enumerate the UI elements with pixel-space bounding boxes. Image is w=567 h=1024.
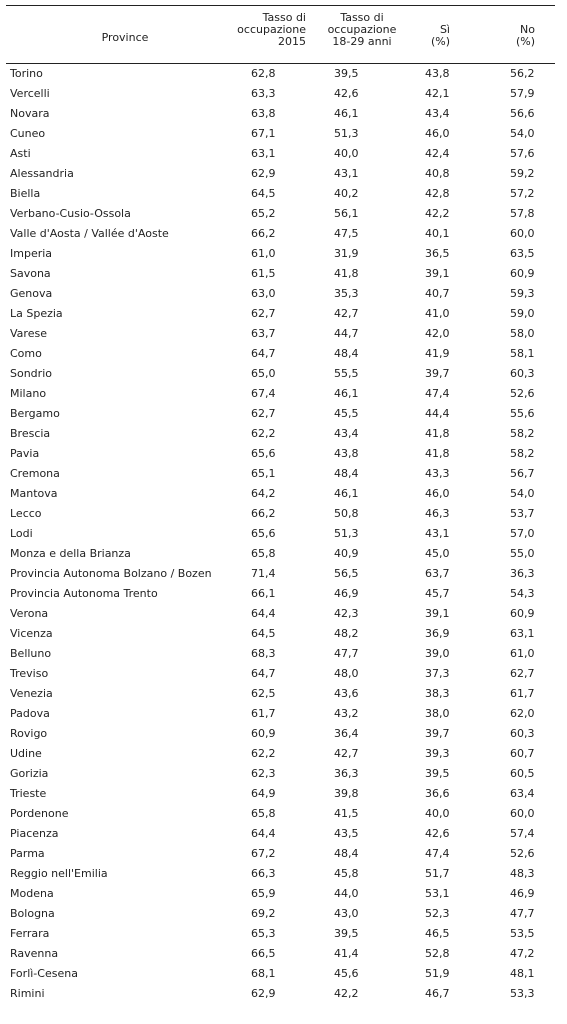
header-province: Province <box>101 31 149 44</box>
no-percent: 54,0 <box>510 127 535 140</box>
no-percent: 56,7 <box>510 467 535 480</box>
table-row <box>0 725 567 745</box>
table-row <box>0 445 567 465</box>
province-name: Verbano-Cusio-Ossola <box>10 207 131 220</box>
table-row <box>0 305 567 325</box>
employment-rate-18-29: 55,5 <box>334 367 359 380</box>
table-row <box>0 525 567 545</box>
no-percent: 57,0 <box>510 527 535 540</box>
employment-rate-2015: 61,5 <box>251 267 276 280</box>
province-name: Ravenna <box>10 947 59 960</box>
table-row <box>0 85 567 105</box>
employment-rate-2015: 65,8 <box>251 807 276 820</box>
province-name: Forlì-Cesena <box>10 967 78 980</box>
employment-rate-18-29: 50,8 <box>334 507 359 520</box>
no-percent: 60,0 <box>510 227 535 240</box>
yes-percent: 47,4 <box>425 387 450 400</box>
no-percent: 63,1 <box>510 627 535 640</box>
yes-percent: 41,0 <box>425 307 450 320</box>
no-percent: 59,2 <box>510 167 535 180</box>
yes-percent: 53,1 <box>425 887 450 900</box>
employment-rate-18-29: 42,7 <box>334 747 359 760</box>
employment-rate-2015: 67,2 <box>251 847 276 860</box>
no-percent: 60,9 <box>510 267 535 280</box>
table-row <box>0 345 567 365</box>
employment-rate-2015: 66,2 <box>251 227 276 240</box>
yes-percent: 63,7 <box>425 567 450 580</box>
yes-percent: 44,4 <box>425 407 450 420</box>
employment-rate-2015: 65,0 <box>251 367 276 380</box>
yes-percent: 38,0 <box>425 707 450 720</box>
employment-rate-2015: 66,1 <box>251 587 276 600</box>
no-percent: 61,0 <box>510 647 535 660</box>
employment-rate-18-29: 47,7 <box>334 647 359 660</box>
yes-percent: 46,7 <box>425 987 450 1000</box>
no-percent: 52,6 <box>510 387 535 400</box>
yes-percent: 39,1 <box>425 607 450 620</box>
yes-percent: 41,9 <box>425 347 450 360</box>
province-name: Savona <box>10 267 51 280</box>
province-name: Verona <box>10 607 49 620</box>
employment-rate-18-29: 39,5 <box>334 927 359 940</box>
table-row <box>0 745 567 765</box>
province-name: Rimini <box>10 987 45 1000</box>
province-name: Modena <box>10 887 54 900</box>
no-percent: 53,7 <box>510 507 535 520</box>
province-name: Piacenza <box>10 827 59 840</box>
province-name: Cuneo <box>10 127 46 140</box>
employment-rate-18-29: 43,2 <box>334 707 359 720</box>
table-row <box>0 185 567 205</box>
employment-rate-2015: 62,5 <box>251 687 276 700</box>
employment-rate-2015: 66,5 <box>251 947 276 960</box>
yes-percent: 40,7 <box>425 287 450 300</box>
table-row <box>0 625 567 645</box>
no-percent: 60,3 <box>510 727 535 740</box>
yes-percent: 46,3 <box>425 507 450 520</box>
yes-percent: 46,5 <box>425 927 450 940</box>
employment-rate-18-29: 39,8 <box>334 787 359 800</box>
employment-rate-2015: 65,3 <box>251 927 276 940</box>
employment-rate-18-29: 42,6 <box>334 87 359 100</box>
employment-rate-18-29: 48,2 <box>334 627 359 640</box>
employment-rate-2015: 62,3 <box>251 767 276 780</box>
table-row <box>0 165 567 185</box>
no-percent: 58,1 <box>510 347 535 360</box>
no-percent: 52,6 <box>510 847 535 860</box>
yes-percent: 52,8 <box>425 947 450 960</box>
province-name: Provincia Autonoma Trento <box>10 587 158 600</box>
employment-rate-18-29: 41,8 <box>334 267 359 280</box>
employment-rate-2015: 64,4 <box>251 827 276 840</box>
employment-rate-2015: 66,2 <box>251 507 276 520</box>
no-percent: 59,3 <box>510 287 535 300</box>
employment-rate-2015: 61,0 <box>251 247 276 260</box>
no-percent: 53,3 <box>510 987 535 1000</box>
employment-rate-18-29: 43,1 <box>334 167 359 180</box>
employment-rate-2015: 63,7 <box>251 327 276 340</box>
no-percent: 63,5 <box>510 247 535 260</box>
employment-rate-2015: 60,9 <box>251 727 276 740</box>
table-row <box>0 365 567 385</box>
employment-rate-2015: 69,2 <box>251 907 276 920</box>
employment-rate-2015: 63,0 <box>251 287 276 300</box>
table-row <box>0 285 567 305</box>
table-row <box>0 405 567 425</box>
table-row <box>0 705 567 725</box>
yes-percent: 43,1 <box>425 527 450 540</box>
employment-rate-18-29: 47,5 <box>334 227 359 240</box>
yes-percent: 43,8 <box>425 67 450 80</box>
table-row <box>0 425 567 445</box>
province-name: Parma <box>10 847 45 860</box>
employment-rate-18-29: 40,0 <box>334 147 359 160</box>
no-percent: 59,0 <box>510 307 535 320</box>
top-rule <box>6 5 555 6</box>
employment-rate-2015: 65,6 <box>251 527 276 540</box>
employment-rate-18-29: 48,4 <box>334 347 359 360</box>
province-name: Pordenone <box>10 807 69 820</box>
yes-percent: 46,0 <box>425 127 450 140</box>
employment-rate-2015: 63,3 <box>251 87 276 100</box>
table-row <box>0 125 567 145</box>
employment-rate-18-29: 48,4 <box>334 467 359 480</box>
province-name: Udine <box>10 747 42 760</box>
no-percent: 60,7 <box>510 747 535 760</box>
yes-percent: 42,8 <box>425 187 450 200</box>
province-name: Como <box>10 347 42 360</box>
province-name: Lodi <box>10 527 33 540</box>
employment-rate-18-29: 46,1 <box>334 487 359 500</box>
yes-percent: 38,3 <box>425 687 450 700</box>
yes-percent: 47,4 <box>425 847 450 860</box>
province-name: Venezia <box>10 687 53 700</box>
employment-rate-2015: 65,6 <box>251 447 276 460</box>
no-percent: 46,9 <box>510 887 535 900</box>
yes-percent: 45,7 <box>425 587 450 600</box>
no-percent: 60,0 <box>510 807 535 820</box>
employment-rate-18-29: 36,4 <box>334 727 359 740</box>
table-row <box>0 485 567 505</box>
yes-percent: 52,3 <box>425 907 450 920</box>
employment-rate-2015: 62,8 <box>251 67 276 80</box>
province-name: Torino <box>10 67 43 80</box>
employment-rate-18-29: 40,9 <box>334 547 359 560</box>
employment-rate-18-29: 43,0 <box>334 907 359 920</box>
no-percent: 53,5 <box>510 927 535 940</box>
province-name: La Spezia <box>10 307 63 320</box>
employment-rate-2015: 67,1 <box>251 127 276 140</box>
no-percent: 55,6 <box>510 407 535 420</box>
province-name: Padova <box>10 707 50 720</box>
yes-percent: 40,1 <box>425 227 450 240</box>
employment-rate-18-29: 48,0 <box>334 667 359 680</box>
province-name: Varese <box>10 327 47 340</box>
employment-rate-18-29: 46,1 <box>334 107 359 120</box>
employment-rate-18-29: 31,9 <box>334 247 359 260</box>
employment-rate-18-29: 43,5 <box>334 827 359 840</box>
table-row <box>0 985 567 1005</box>
province-name: Mantova <box>10 487 58 500</box>
table-row <box>0 785 567 805</box>
no-percent: 57,2 <box>510 187 535 200</box>
no-percent: 58,2 <box>510 427 535 440</box>
table-row <box>0 945 567 965</box>
no-percent: 55,0 <box>510 547 535 560</box>
table-row <box>0 465 567 485</box>
table-row <box>0 385 567 405</box>
province-name: Alessandria <box>10 167 74 180</box>
employment-rate-18-29: 43,6 <box>334 687 359 700</box>
table-row <box>0 965 567 985</box>
employment-rate-18-29: 35,3 <box>334 287 359 300</box>
header-employment-rate-18-29: Tasso di occupazione 18-29 anni <box>327 11 397 48</box>
employment-rate-2015: 68,3 <box>251 647 276 660</box>
employment-rate-18-29: 51,3 <box>334 127 359 140</box>
province-name: Asti <box>10 147 31 160</box>
employment-rate-2015: 62,7 <box>251 407 276 420</box>
no-percent: 54,0 <box>510 487 535 500</box>
yes-percent: 41,8 <box>425 427 450 440</box>
employment-rate-2015: 65,8 <box>251 547 276 560</box>
province-name: Bologna <box>10 907 55 920</box>
yes-percent: 37,3 <box>425 667 450 680</box>
yes-percent: 36,9 <box>425 627 450 640</box>
province-name: Rovigo <box>10 727 48 740</box>
employment-rate-2015: 63,8 <box>251 107 276 120</box>
employment-rate-18-29: 44,7 <box>334 327 359 340</box>
employment-rate-2015: 64,2 <box>251 487 276 500</box>
table-row <box>0 245 567 265</box>
table-row <box>0 65 567 85</box>
yes-percent: 39,1 <box>425 267 450 280</box>
employment-rate-18-29: 56,1 <box>334 207 359 220</box>
province-name: Cremona <box>10 467 60 480</box>
header-employment-rate-2015: Tasso di occupazione 2015 <box>237 11 306 48</box>
province-name: Vercelli <box>10 87 50 100</box>
yes-percent: 39,7 <box>425 367 450 380</box>
employment-rate-2015: 64,7 <box>251 347 276 360</box>
province-name: Lecco <box>10 507 42 520</box>
employment-rate-18-29: 44,0 <box>334 887 359 900</box>
province-name: Vicenza <box>10 627 53 640</box>
employment-rate-2015: 63,1 <box>251 147 276 160</box>
no-percent: 58,0 <box>510 327 535 340</box>
employment-rate-2015: 64,4 <box>251 607 276 620</box>
table-row <box>0 145 567 165</box>
table-row <box>0 665 567 685</box>
employment-rate-2015: 64,9 <box>251 787 276 800</box>
yes-percent: 39,5 <box>425 767 450 780</box>
no-percent: 56,2 <box>510 67 535 80</box>
employment-rate-2015: 66,3 <box>251 867 276 880</box>
employment-rate-18-29: 46,9 <box>334 587 359 600</box>
yes-percent: 46,0 <box>425 487 450 500</box>
employment-rate-2015: 62,2 <box>251 747 276 760</box>
no-percent: 62,0 <box>510 707 535 720</box>
table-row <box>0 905 567 925</box>
yes-percent: 42,6 <box>425 827 450 840</box>
employment-rate-2015: 64,7 <box>251 667 276 680</box>
table-row <box>0 585 567 605</box>
employment-rate-18-29: 40,2 <box>334 187 359 200</box>
employment-rate-2015: 62,7 <box>251 307 276 320</box>
employment-rate-18-29: 45,5 <box>334 407 359 420</box>
province-name: Gorizia <box>10 767 49 780</box>
header-no-percent: No (%) <box>515 23 535 48</box>
no-percent: 56,6 <box>510 107 535 120</box>
employment-rate-18-29: 56,5 <box>334 567 359 580</box>
province-name: Genova <box>10 287 53 300</box>
province-name: Trieste <box>10 787 47 800</box>
employment-rate-2015: 65,2 <box>251 207 276 220</box>
employment-rate-2015: 62,9 <box>251 987 276 1000</box>
province-name: Valle d'Aosta / Vallée d'Aoste <box>10 227 169 240</box>
yes-percent: 43,4 <box>425 107 450 120</box>
no-percent: 54,3 <box>510 587 535 600</box>
employment-rate-18-29: 41,5 <box>334 807 359 820</box>
yes-percent: 42,2 <box>425 207 450 220</box>
no-percent: 63,4 <box>510 787 535 800</box>
employment-rate-2015: 71,4 <box>251 567 276 580</box>
yes-percent: 36,6 <box>425 787 450 800</box>
province-name: Biella <box>10 187 41 200</box>
table-row <box>0 925 567 945</box>
yes-percent: 39,7 <box>425 727 450 740</box>
yes-percent: 41,8 <box>425 447 450 460</box>
yes-percent: 42,4 <box>425 147 450 160</box>
employment-rate-18-29: 46,1 <box>334 387 359 400</box>
employment-rate-18-29: 42,7 <box>334 307 359 320</box>
yes-percent: 43,3 <box>425 467 450 480</box>
header-yes-percent: Sì (%) <box>430 23 450 48</box>
employment-rate-18-29: 45,8 <box>334 867 359 880</box>
table-row <box>0 765 567 785</box>
no-percent: 62,7 <box>510 667 535 680</box>
employment-rate-18-29: 45,6 <box>334 967 359 980</box>
table-row <box>0 505 567 525</box>
no-percent: 57,9 <box>510 87 535 100</box>
table-body <box>0 65 567 1005</box>
province-name: Reggio nell'Emilia <box>10 867 108 880</box>
employment-rate-18-29: 39,5 <box>334 67 359 80</box>
employment-rate-2015: 64,5 <box>251 187 276 200</box>
province-name: Imperia <box>10 247 53 260</box>
yes-percent: 40,8 <box>425 167 450 180</box>
table-row <box>0 805 567 825</box>
no-percent: 60,9 <box>510 607 535 620</box>
no-percent: 48,1 <box>510 967 535 980</box>
yes-percent: 42,0 <box>425 327 450 340</box>
province-name: Ferrara <box>10 927 50 940</box>
employment-rate-18-29: 41,4 <box>334 947 359 960</box>
table-row <box>0 325 567 345</box>
province-name: Bergamo <box>10 407 60 420</box>
employment-rate-18-29: 42,2 <box>334 987 359 1000</box>
employment-rate-18-29: 36,3 <box>334 767 359 780</box>
province-name: Brescia <box>10 427 51 440</box>
no-percent: 47,7 <box>510 907 535 920</box>
table-row <box>0 205 567 225</box>
no-percent: 48,3 <box>510 867 535 880</box>
employment-rate-18-29: 43,4 <box>334 427 359 440</box>
yes-percent: 40,0 <box>425 807 450 820</box>
province-name: Novara <box>10 107 50 120</box>
no-percent: 58,2 <box>510 447 535 460</box>
employment-rate-18-29: 43,8 <box>334 447 359 460</box>
yes-percent: 51,7 <box>425 867 450 880</box>
table-row <box>0 825 567 845</box>
table-header <box>0 8 567 64</box>
province-name: Pavia <box>10 447 40 460</box>
yes-percent: 51,9 <box>425 967 450 980</box>
no-percent: 47,2 <box>510 947 535 960</box>
yes-percent: 39,0 <box>425 647 450 660</box>
employment-rate-2015: 62,9 <box>251 167 276 180</box>
no-percent: 36,3 <box>510 567 535 580</box>
no-percent: 57,4 <box>510 827 535 840</box>
province-name: Milano <box>10 387 47 400</box>
province-name: Treviso <box>10 667 49 680</box>
yes-percent: 36,5 <box>425 247 450 260</box>
table-row <box>0 865 567 885</box>
table-row <box>0 685 567 705</box>
yes-percent: 42,1 <box>425 87 450 100</box>
province-name: Belluno <box>10 647 52 660</box>
province-name: Provincia Autonoma Bolzano / Bozen <box>10 567 212 580</box>
no-percent: 60,5 <box>510 767 535 780</box>
no-percent: 57,6 <box>510 147 535 160</box>
table-row <box>0 545 567 565</box>
employment-rate-18-29: 48,4 <box>334 847 359 860</box>
table-row <box>0 265 567 285</box>
table-row <box>0 645 567 665</box>
employment-rate-2015: 64,5 <box>251 627 276 640</box>
yes-percent: 45,0 <box>425 547 450 560</box>
table-row <box>0 845 567 865</box>
table-row <box>0 565 567 585</box>
employment-rate-18-29: 42,3 <box>334 607 359 620</box>
header-rule <box>6 63 555 64</box>
employment-rate-2015: 61,7 <box>251 707 276 720</box>
no-percent: 57,8 <box>510 207 535 220</box>
no-percent: 60,3 <box>510 367 535 380</box>
province-name: Monza e della Brianza <box>10 547 131 560</box>
table-row <box>0 605 567 625</box>
yes-percent: 39,3 <box>425 747 450 760</box>
employment-rate-2015: 68,1 <box>251 967 276 980</box>
employment-rate-2015: 65,1 <box>251 467 276 480</box>
table-row <box>0 105 567 125</box>
employment-rate-2015: 65,9 <box>251 887 276 900</box>
table-row <box>0 225 567 245</box>
province-name: Sondrio <box>10 367 52 380</box>
employment-rate-2015: 62,2 <box>251 427 276 440</box>
employment-rate-18-29: 51,3 <box>334 527 359 540</box>
no-percent: 61,7 <box>510 687 535 700</box>
table-row <box>0 885 567 905</box>
employment-rate-2015: 67,4 <box>251 387 276 400</box>
